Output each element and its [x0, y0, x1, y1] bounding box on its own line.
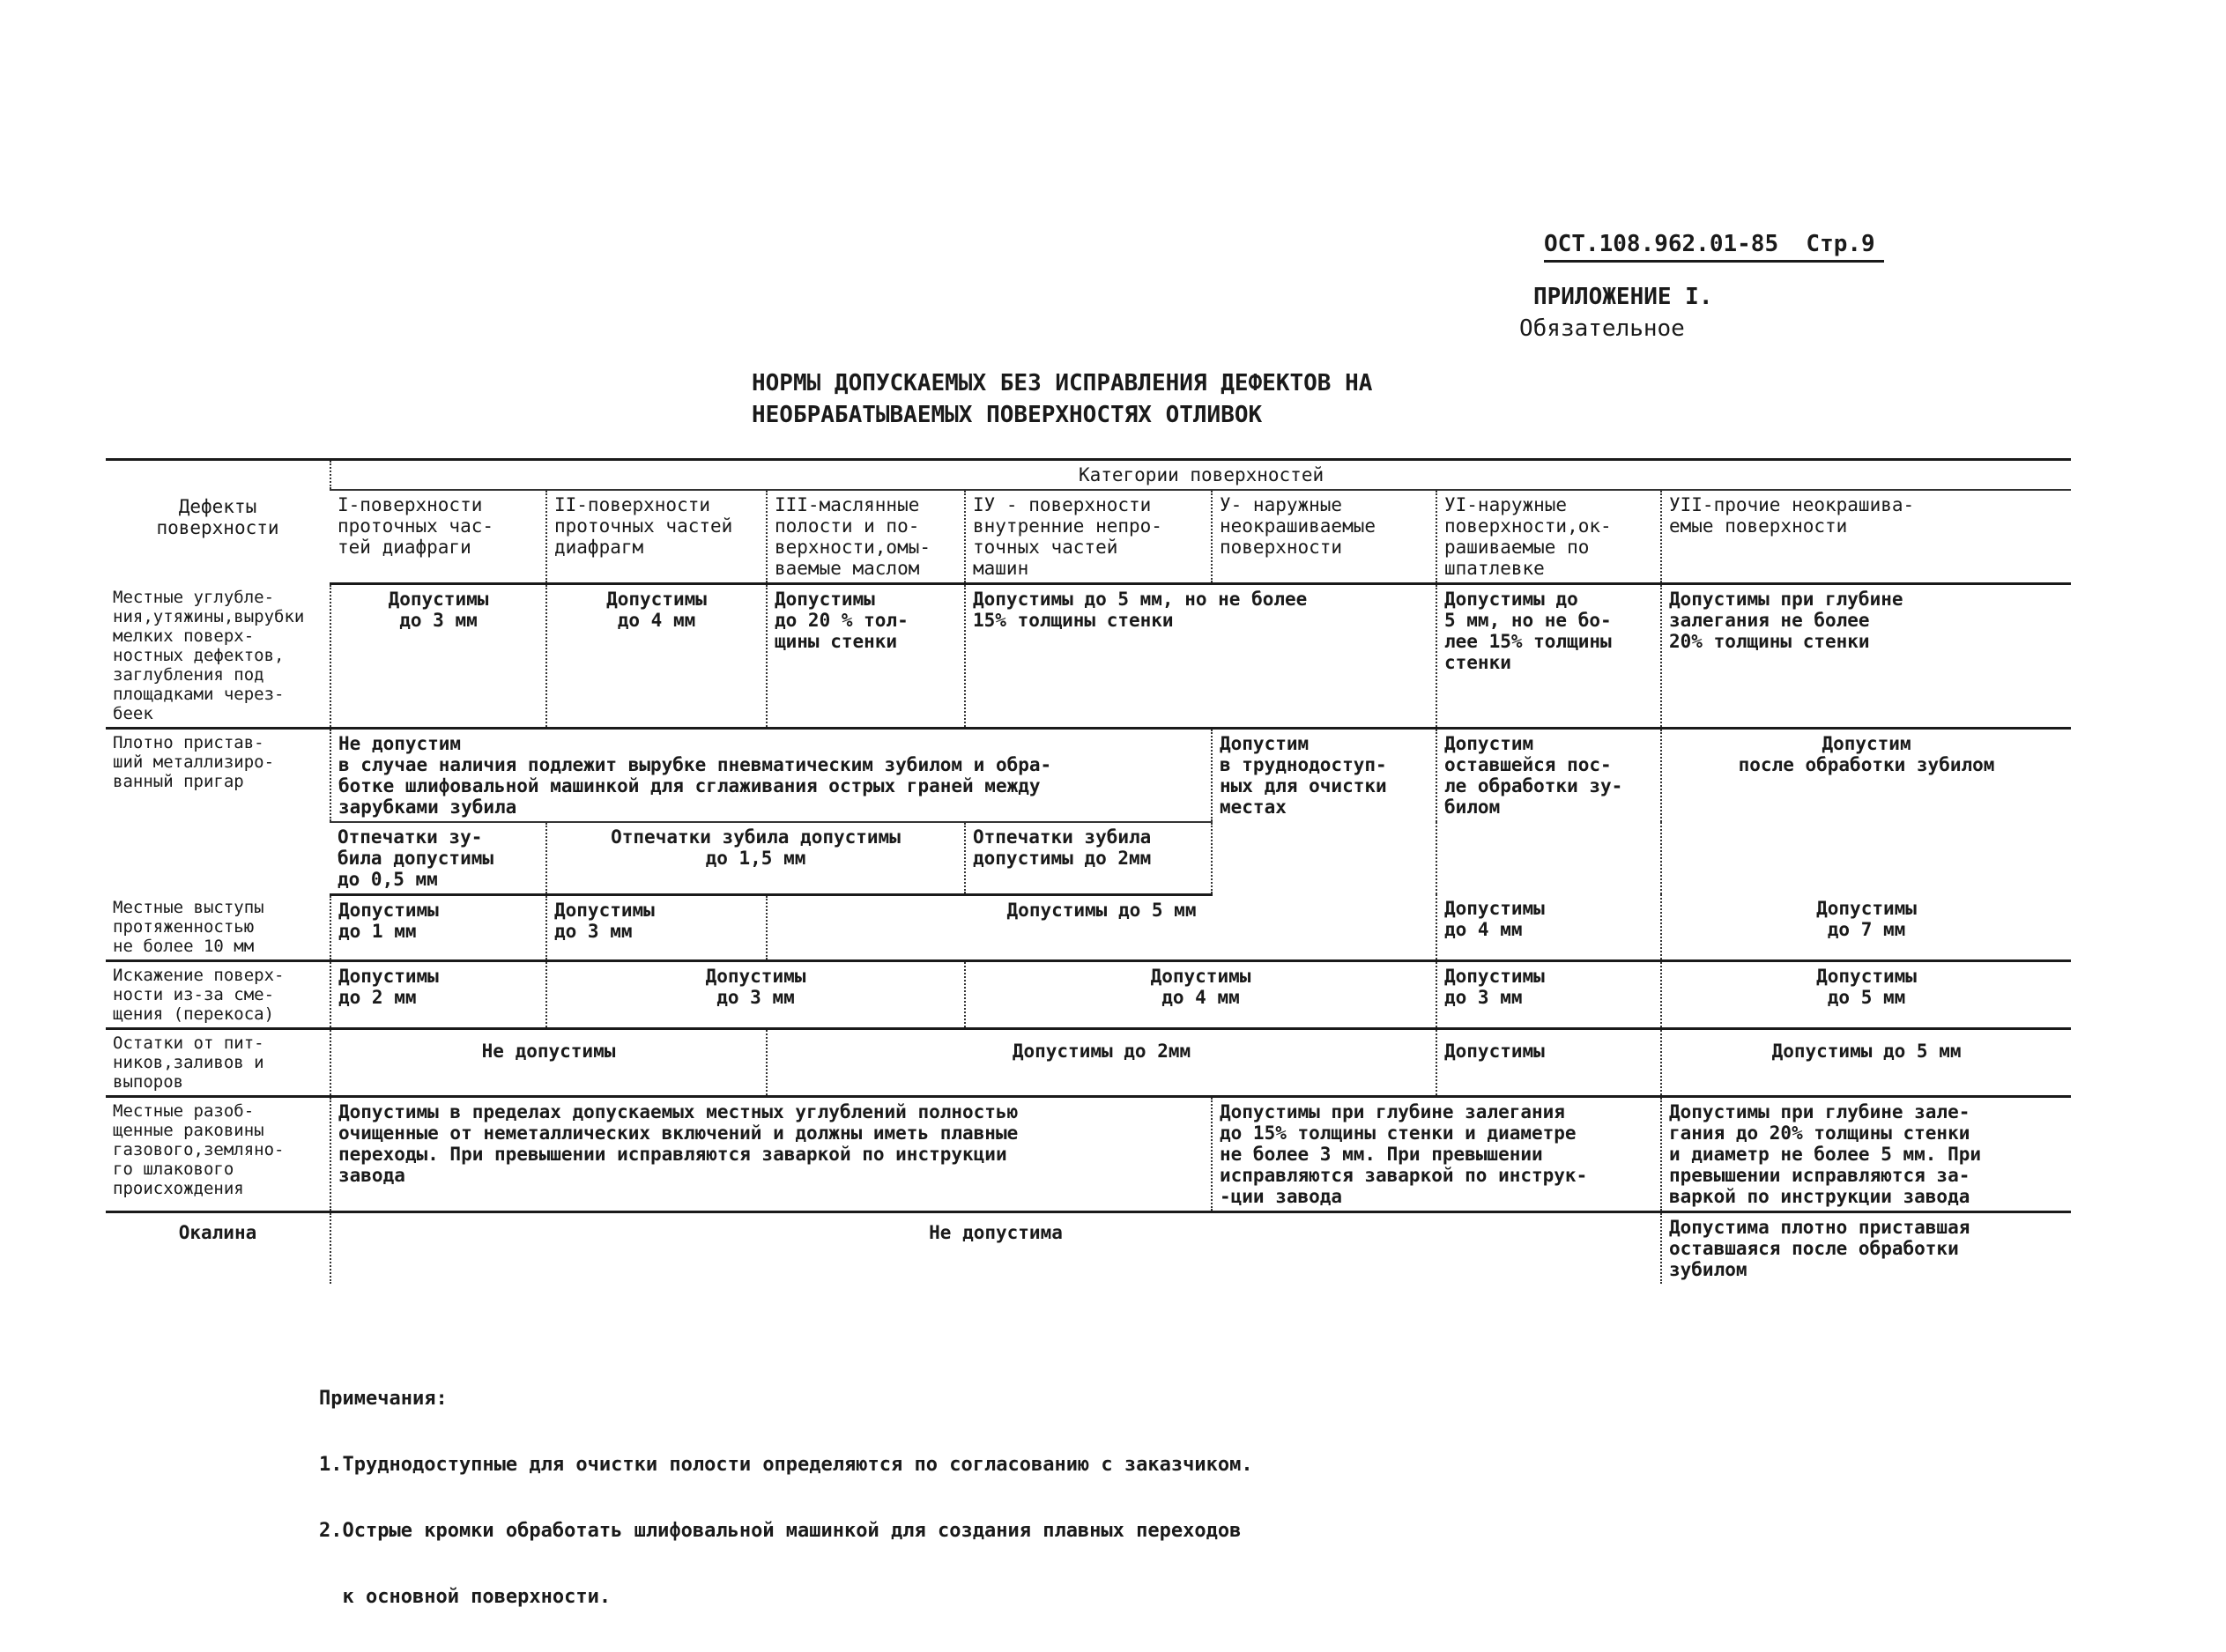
category-6: УI-наружные поверхности,ок- рашиваемые по шпатлевке — [1436, 490, 1661, 584]
note-1: 1.Труднодоступные для очистки полости определяются по согласованию с заказчиком. — [319, 1454, 1253, 1476]
cell-r2-c14: Не допустим в случае наличия подлежит вырубке пневматическим зубилом и обра- ботке шлифовальной машинкой для сглаживания острых граней между зарубками зубила — [330, 728, 1212, 822]
header-defects: Дефекты поверхности — [106, 460, 330, 584]
header-categories: Категории поверхностей — [330, 460, 2071, 491]
table-row — [106, 728, 2071, 822]
table-row — [106, 1097, 2071, 1212]
title-line-2: НЕОБРАБАТЫВАЕМЫХ ПОВЕРХНОСТЯХ ОТЛИВОК — [752, 402, 1263, 428]
note-2: 2.Острые кромки обработать шлифовальной машинкой для создания плавных переходов — [319, 1520, 1242, 1542]
table-row — [106, 961, 2071, 1029]
defect-local-protrusions: Местные выступы протяженностью не более 10 мм — [106, 894, 330, 961]
cell-r6-c7: Допустимы при глубине зале- гания до 20% толщины стенки и диаметр не более 5 мм. При превышении исправляются за- варкой по инструкции завода — [1661, 1097, 2071, 1212]
document-number: ОСТ.108.962.01-85 Стр.9 — [1544, 231, 1884, 263]
cell-r1-c3: Допустимы до 20 % тол- щины стенки — [767, 584, 965, 729]
cell-r3-c2: Допустимы до 3 мм — [546, 894, 767, 961]
defect-shells: Местные разоб- щенные раковины газового,земляно- го шлакового происхождения — [106, 1097, 330, 1212]
cell-r5-c345: Допустимы до 2мм — [767, 1029, 1436, 1097]
cell-r3-c1: Допустимы до 1 мм — [330, 894, 546, 961]
notes — [319, 1344, 1253, 1652]
cell-r5-c7: Допустимы до 5 мм — [1661, 1029, 2071, 1097]
cell-r5-c12: Не допустимы — [330, 1029, 767, 1097]
cell-r2-sub45: Отпечатки зубила допустимы до 2мм — [965, 822, 1212, 895]
cell-r2-c5: Допустим в труднодоступ- ных для очистки местах — [1212, 728, 1436, 894]
notes-heading: Примечания: — [319, 1388, 448, 1410]
defect-scale: Окалина — [178, 1222, 257, 1243]
defect-metallized-burn: Плотно пристав- ший металлизиро- ванный пригар — [113, 732, 275, 791]
mandatory-label: Обязательное — [1519, 315, 1685, 342]
defect-surface-distortion: Искажение поверх- ности из-за сме- щения (перекоса) — [106, 961, 330, 1029]
table-row — [106, 894, 2071, 961]
title-line-1: НОРМЫ ДОПУСКАЕМЫХ БЕЗ ИСПРАВЛЕНИЯ ДЕФЕКТОВ НА — [752, 370, 1373, 396]
cell-r6-c56: Допустимы при глубине залегания до 15% толщины стенки и диаметре не более 3 мм. При превышении исправляются заваркой по инструк- -ции завода — [1212, 1097, 1661, 1212]
category-1: I-поверхности проточных час- тей диафраги — [330, 490, 546, 584]
cell-r7-c7: Допустима плотно приставшая оставшаяся после обработки зубилом — [1661, 1212, 2071, 1285]
cell-r3-c345: Допустимы до 5 мм — [767, 894, 1436, 961]
cell-r1-c45: Допустимы до 5 мм, но не более 15% толщины стенки — [965, 584, 1436, 729]
category-5: У- наружные неокрашиваемые поверхности — [1212, 490, 1436, 584]
defect-gate-remnants: Остатки от пит- ников,заливов и выпоров — [106, 1029, 330, 1097]
table-row — [106, 584, 2071, 729]
table-row — [106, 1212, 2071, 1285]
cell-r1-c7: Допустимы при глубине залегания не более 20% толщины стенки — [1661, 584, 2071, 729]
cell-r3-c6: Допустимы до 4 мм — [1436, 894, 1661, 961]
category-3: III-маслянные полости и по- верхности,омы- ваемые маслом — [767, 490, 965, 584]
cell-r1-c6: Допустимы до 5 мм, но не бо- лее 15% толщины стенки — [1436, 584, 1661, 729]
cell-r5-c6: Допустимы — [1436, 1029, 1661, 1097]
defects-table — [106, 458, 2071, 1284]
appendix-label: ПРИЛОЖЕНИЕ I. — [1533, 284, 1713, 310]
category-4: IУ - поверхности внутренние непро- точных частей машин — [965, 490, 1212, 584]
cell-r2-c6: Допустим оставшейся пос- ле обработки зу- билом — [1436, 728, 1661, 894]
cell-r1-c2: Допустимы до 4 мм — [546, 584, 767, 729]
cell-r4-c45: Допустимы до 4 мм — [965, 961, 1436, 1029]
defect-local-depressions: Местные углубле- ния,утяжины,вырубки мелких поверх- ностных дефектов, заглубления под площадками через- беек — [106, 584, 330, 729]
table-row — [106, 1029, 2071, 1097]
category-7: УII-прочие неокрашива- емые поверхности — [1661, 490, 2071, 584]
cell-r2-c7: Допустим после обработки зубилом — [1661, 728, 2071, 894]
cell-r4-c23: Допустимы до 3 мм — [546, 961, 965, 1029]
category-2: II-поверхности проточных частей диафрагм — [546, 490, 767, 584]
cell-r3-c7: Допустимы до 7 мм — [1661, 894, 2071, 961]
cell-r2-sub1: Отпечатки зу- била допустимы до 0,5 мм — [330, 822, 546, 895]
note-2-continued: к основной поверхности. — [319, 1586, 612, 1608]
cell-r2-sub23: Отпечатки зубила допустимы до 1,5 мм — [546, 822, 965, 895]
cell-r1-c1: Допустимы до 3 мм — [330, 584, 546, 729]
cell-r4-c1: Допустимы до 2 мм — [330, 961, 546, 1029]
cell-r4-c7: Допустимы до 5 мм — [1661, 961, 2071, 1029]
cell-r6-c14: Допустимы в пределах допускаемых местных углублений полностью очищенные от неметаллических включений и должны иметь плавные переходы. При превышении исправляются заваркой по инструкции завода — [330, 1097, 1212, 1212]
cell-r4-c6: Допустимы до 3 мм — [1436, 961, 1661, 1029]
cell-r7-c16: Не допустима — [330, 1212, 1661, 1285]
